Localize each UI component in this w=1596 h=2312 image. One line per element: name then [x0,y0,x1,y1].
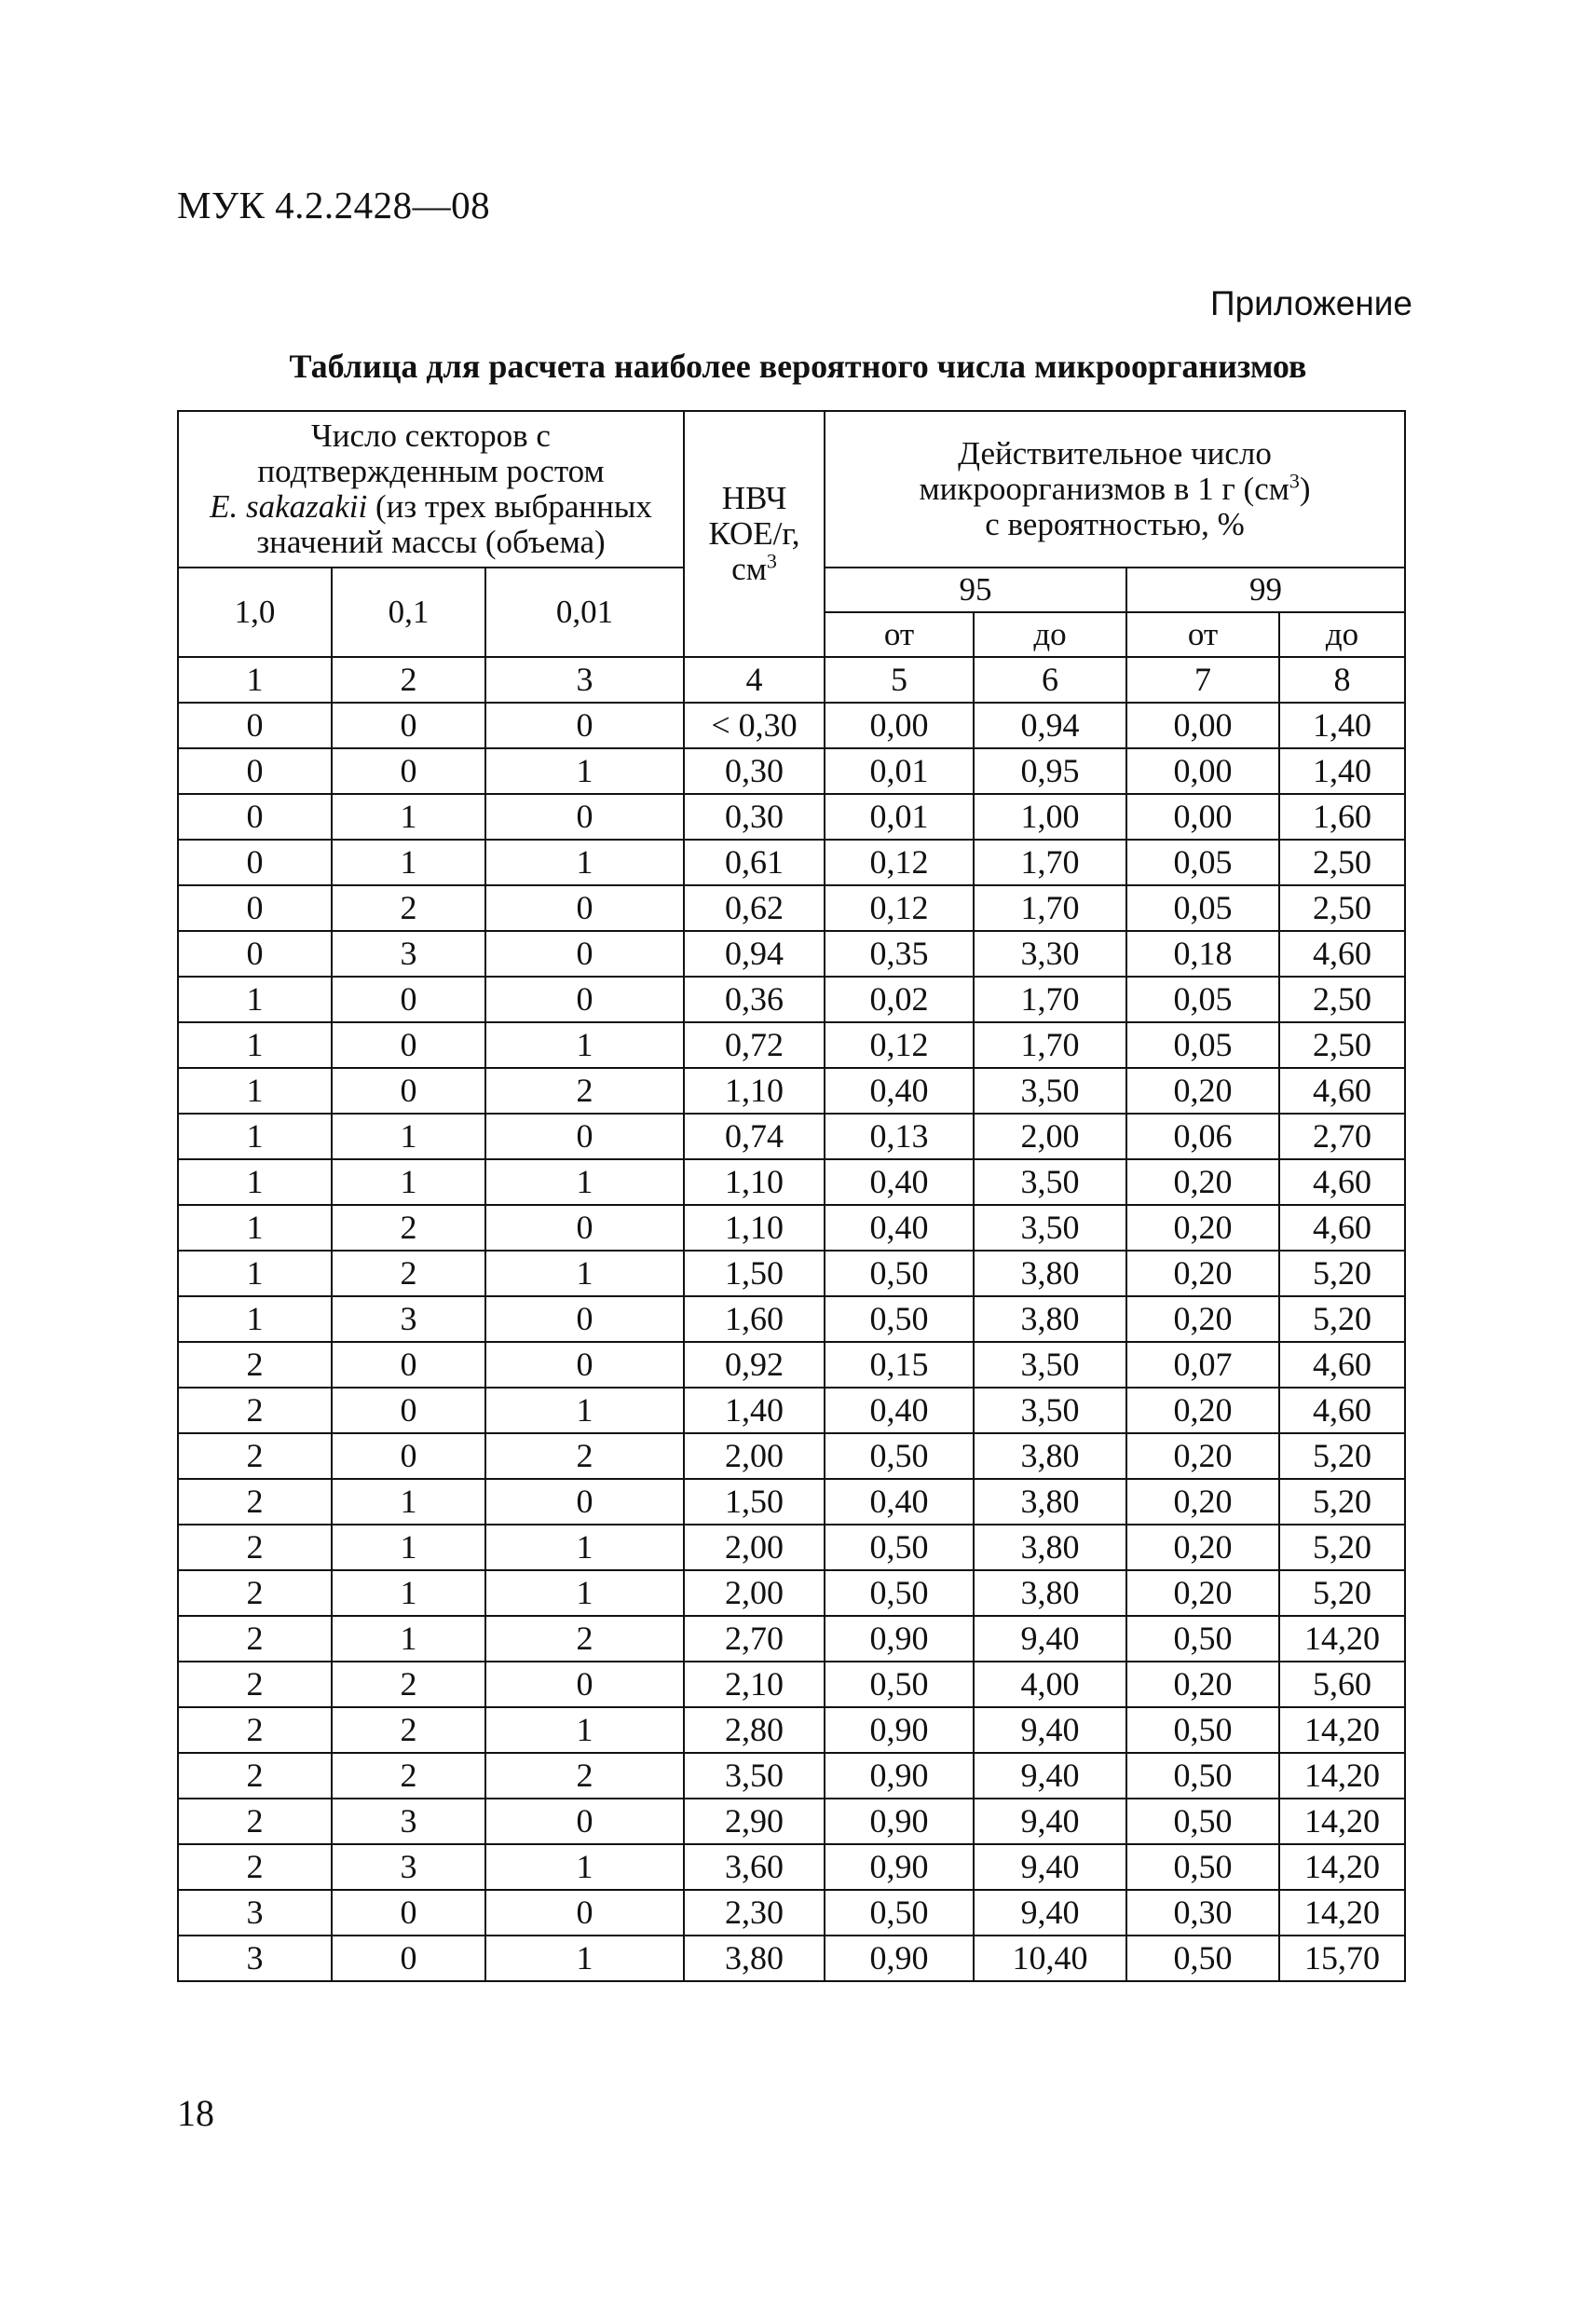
cell-upper-99: 2,70 [1279,1114,1405,1159]
cell-upper-95: 3,50 [974,1068,1126,1114]
cell-mpn-value: 1,50 [684,1479,825,1525]
probability-99: 99 [1126,568,1405,612]
cell-sectors-0-01: 1 [485,840,684,885]
cell-mpn-value: 0,30 [684,794,825,840]
cell-upper-99: 1,40 [1279,703,1405,748]
cell-sectors-1-0: 2 [178,1525,332,1570]
cell-lower-95: 0,00 [825,703,974,748]
cell-sectors-1-0: 1 [178,1068,332,1114]
table-row [178,931,1405,977]
cell-upper-99: 14,20 [1279,1616,1405,1662]
cell-upper-99: 1,40 [1279,748,1405,794]
cell-lower-95: 0,15 [825,1342,974,1388]
cell-mpn-value: 1,50 [684,1251,825,1296]
cell-upper-95: 3,50 [974,1388,1126,1433]
cell-sectors-1-0: 2 [178,1388,332,1433]
cell-sectors-0-01: 0 [485,885,684,931]
cell-sectors-0-01: 1 [485,1159,684,1205]
cell-upper-95: 1,70 [974,885,1126,931]
cell-lower-99: 0,00 [1126,703,1279,748]
cell-lower-99: 0,20 [1126,1570,1279,1616]
cell-lower-95: 0,02 [825,977,974,1022]
cell-sectors-0-01: 0 [485,794,684,840]
cell-sectors-0-1: 0 [332,977,485,1022]
table-body [178,657,1405,1981]
cell-lower-95: 0,90 [825,1707,974,1753]
cell-upper-95: 3,80 [974,1433,1126,1479]
cell-sectors-0-01: 1 [485,1570,684,1616]
cell-mpn-value: 1,10 [684,1068,825,1114]
cell-sectors-0-01: 0 [485,703,684,748]
actual-header-superscript: 3 [1289,469,1300,493]
cell-mpn-value: 1,10 [684,1205,825,1251]
appendix-label: Приложение [1209,284,1412,322]
cell-sectors-0-1: 1 [332,1616,485,1662]
cell-lower-95: 0,90 [825,1799,974,1844]
mass-value-1-0: 1,0 [178,568,332,657]
cell-sectors-0-01: 0 [485,1890,684,1936]
cell-lower-99: 0,20 [1126,1525,1279,1570]
cell-lower-95: 0,12 [825,1022,974,1068]
cell-sectors-0-1: 1 [332,1570,485,1616]
cell-lower-95: 0,12 [825,840,974,885]
cell-upper-99: 15,70 [1279,1936,1405,1981]
cell-lower-99: 0,20 [1126,1388,1279,1433]
cell-mpn-value: 0,30 [684,748,825,794]
cell-sectors-0-1: 1 [332,1479,485,1525]
cell-upper-99: 2,50 [1279,977,1405,1022]
table-row [178,1251,1405,1296]
mpn-header-line2: КОЕ/г, [708,515,800,553]
cell-sectors-1-0: 0 [178,748,332,794]
cell-lower-99: 0,30 [1126,1890,1279,1936]
cell-mpn-value: 3,80 [684,1936,825,1981]
cell-upper-95: 3,80 [974,1479,1126,1525]
table-row [178,1433,1405,1479]
cell-mpn-value: 2,30 [684,1890,825,1936]
cell-lower-95: 0,40 [825,1159,974,1205]
cell-sectors-0-01: 0 [485,1342,684,1388]
cell-mpn-value: 0,74 [684,1114,825,1159]
cell-sectors-1-0: 1 [178,1114,332,1159]
cell-sectors-0-01: 1 [485,1844,684,1890]
cell-upper-95: 2,00 [974,1114,1126,1159]
cell-upper-95: 1,70 [974,1022,1126,1068]
cell-sectors-1-0: 1 [178,1251,332,1296]
cell-sectors-0-01: 0 [485,931,684,977]
cell-sectors-0-1: 0 [332,703,485,748]
table-row [178,1388,1405,1433]
cell-mpn-value: 0,92 [684,1342,825,1388]
column-number: 7 [1126,657,1279,703]
cell-lower-95: 0,90 [825,1616,974,1662]
table-header [178,411,1405,657]
cell-sectors-0-1: 0 [332,1433,485,1479]
column-number: 5 [825,657,974,703]
cell-upper-95: 3,80 [974,1251,1126,1296]
cell-upper-99: 14,20 [1279,1707,1405,1753]
cell-lower-99: 0,07 [1126,1342,1279,1388]
cell-lower-99: 0,50 [1126,1799,1279,1844]
cell-upper-95: 3,80 [974,1525,1126,1570]
cell-mpn-value: 1,10 [684,1159,825,1205]
column-number: 4 [684,657,825,703]
cell-lower-99: 0,20 [1126,1205,1279,1251]
cell-sectors-1-0: 1 [178,977,332,1022]
table-row [178,1616,1405,1662]
cell-lower-95: 0,50 [825,1525,974,1570]
table-row [178,748,1405,794]
actual-header-line2-end: ) [1299,471,1311,508]
cell-upper-95: 3,50 [974,1159,1126,1205]
cell-upper-99: 5,20 [1279,1570,1405,1616]
cell-lower-99: 0,50 [1126,1707,1279,1753]
cell-sectors-0-01: 0 [485,1114,684,1159]
table-row [178,1844,1405,1890]
cell-lower-99: 0,05 [1126,885,1279,931]
cell-upper-95: 9,40 [974,1890,1126,1936]
cell-sectors-0-1: 2 [332,1662,485,1707]
cell-sectors-0-1: 2 [332,1251,485,1296]
table-row [178,794,1405,840]
column-number: 3 [485,657,684,703]
cell-sectors-0-1: 0 [332,1936,485,1981]
cell-lower-99: 0,50 [1126,1844,1279,1890]
table-row [178,1479,1405,1525]
cell-mpn-value: 0,61 [684,840,825,885]
cell-sectors-0-1: 0 [332,1388,485,1433]
table-row [178,1296,1405,1342]
mpn-table [177,410,1406,1982]
cell-lower-99: 0,05 [1126,840,1279,885]
cell-sectors-0-1: 3 [332,1799,485,1844]
mass-value-0-01: 0,01 [485,568,684,657]
range-from-99: от [1126,612,1279,657]
table-row [178,1525,1405,1570]
cell-upper-95: 1,70 [974,977,1126,1022]
table-title: Таблица для расчета наиболее вероятного числа микроорганизмов [289,348,1307,385]
cell-sectors-0-1: 2 [332,1205,485,1251]
mass-value-0-1: 0,1 [332,568,485,657]
page-number: 18 [177,2092,214,2134]
cell-sectors-0-1: 0 [332,1022,485,1068]
cell-lower-99: 0,20 [1126,1479,1279,1525]
mpn-header-line1: НВЧ [721,480,787,517]
cell-lower-99: 0,20 [1126,1068,1279,1114]
cell-mpn-value: 0,62 [684,885,825,931]
cell-upper-99: 4,60 [1279,1342,1405,1388]
cell-sectors-0-1: 1 [332,794,485,840]
cell-lower-99: 0,00 [1126,748,1279,794]
cell-lower-99: 0,50 [1126,1936,1279,1981]
cell-sectors-1-0: 2 [178,1433,332,1479]
cell-lower-99: 0,50 [1126,1616,1279,1662]
cell-sectors-1-0: 1 [178,1296,332,1342]
mpn-header-line3: см [731,550,767,587]
cell-lower-99: 0,20 [1126,1433,1279,1479]
cell-lower-99: 0,20 [1126,1296,1279,1342]
table-row [178,1570,1405,1616]
cell-sectors-0-01: 0 [485,1662,684,1707]
cell-sectors-0-01: 1 [485,1251,684,1296]
actual-header-line2: микроорганизмов в 1 г (см [919,471,1289,508]
cell-upper-99: 4,60 [1279,1388,1405,1433]
column-number: 8 [1279,657,1405,703]
table-row [178,1799,1405,1844]
column-number-row [178,657,1405,703]
sectors-header-line4: значений массы (объема) [256,523,606,560]
cell-sectors-0-01: 1 [485,1022,684,1068]
cell-sectors-1-0: 3 [178,1890,332,1936]
cell-sectors-0-01: 0 [485,1479,684,1525]
cell-sectors-1-0: 2 [178,1662,332,1707]
cell-lower-95: 0,50 [825,1251,974,1296]
cell-lower-95: 0,50 [825,1570,974,1616]
range-from-95: от [825,612,974,657]
cell-sectors-1-0: 2 [178,1616,332,1662]
cell-sectors-1-0: 1 [178,1159,332,1205]
organism-name: E. sakazakii [210,488,368,525]
cell-sectors-1-0: 2 [178,1342,332,1388]
cell-lower-95: 0,90 [825,1936,974,1981]
cell-upper-95: 1,70 [974,840,1126,885]
cell-sectors-0-01: 1 [485,1388,684,1433]
cell-sectors-0-1: 2 [332,885,485,931]
table-row [178,1205,1405,1251]
cell-lower-95: 0,50 [825,1296,974,1342]
cell-sectors-0-1: 1 [332,840,485,885]
table-row [178,1662,1405,1707]
cell-mpn-value: 1,40 [684,1388,825,1433]
cell-sectors-0-1: 0 [332,1068,485,1114]
cell-sectors-1-0: 2 [178,1707,332,1753]
cell-upper-99: 5,20 [1279,1479,1405,1525]
cell-lower-95: 0,01 [825,748,974,794]
cell-upper-99: 5,20 [1279,1525,1405,1570]
cell-sectors-0-01: 0 [485,1296,684,1342]
cell-lower-95: 0,12 [825,885,974,931]
cell-mpn-value: 2,10 [684,1662,825,1707]
cell-lower-99: 0,00 [1126,794,1279,840]
cell-upper-95: 3,30 [974,931,1126,977]
cell-lower-99: 0,20 [1126,1662,1279,1707]
actual-count-header [825,411,1405,568]
column-number: 2 [332,657,485,703]
cell-lower-99: 0,50 [1126,1753,1279,1799]
cell-sectors-1-0: 1 [178,1205,332,1251]
cell-upper-95: 1,00 [974,794,1126,840]
cell-upper-99: 14,20 [1279,1799,1405,1844]
cell-lower-99: 0,06 [1126,1114,1279,1159]
cell-lower-95: 0,40 [825,1068,974,1114]
sectors-header [178,411,684,568]
cell-lower-95: 0,40 [825,1479,974,1525]
actual-header-line1: Действительное число [958,435,1272,472]
table-row [178,703,1405,748]
table-row [178,1022,1405,1068]
mpn-header-superscript: 3 [766,549,777,573]
cell-upper-99: 2,50 [1279,1022,1405,1068]
cell-upper-99: 4,60 [1279,1068,1405,1114]
cell-sectors-0-1: 1 [332,1159,485,1205]
cell-mpn-value: 0,72 [684,1022,825,1068]
cell-sectors-1-0: 2 [178,1844,332,1890]
table-row [178,885,1405,931]
cell-mpn-value: 2,70 [684,1616,825,1662]
column-number: 1 [178,657,332,703]
cell-sectors-0-01: 1 [485,1936,684,1981]
document-code: МУК 4.2.2428—08 [177,184,491,226]
cell-sectors-0-01: 2 [485,1616,684,1662]
mpn-header [684,411,825,657]
table-row [178,840,1405,885]
table-row [178,1753,1405,1799]
cell-lower-99: 0,20 [1126,1251,1279,1296]
cell-mpn-value: 2,90 [684,1799,825,1844]
table-row [178,1068,1405,1114]
sectors-header-line1: Число секторов с [311,417,551,455]
cell-upper-99: 5,60 [1279,1662,1405,1707]
cell-lower-95: 0,90 [825,1753,974,1799]
cell-upper-95: 9,40 [974,1753,1126,1799]
cell-sectors-0-01: 2 [485,1753,684,1799]
cell-sectors-1-0: 1 [178,1022,332,1068]
cell-upper-95: 0,94 [974,703,1126,748]
cell-upper-99: 1,60 [1279,794,1405,840]
cell-sectors-1-0: 0 [178,794,332,840]
cell-sectors-0-1: 2 [332,1707,485,1753]
cell-upper-95: 3,50 [974,1342,1126,1388]
cell-sectors-1-0: 2 [178,1479,332,1525]
cell-upper-95: 9,40 [974,1707,1126,1753]
cell-upper-99: 4,60 [1279,1205,1405,1251]
cell-upper-99: 4,60 [1279,931,1405,977]
cell-lower-99: 0,20 [1126,1159,1279,1205]
table-row [178,1936,1405,1981]
cell-lower-99: 0,18 [1126,931,1279,977]
cell-sectors-0-01: 2 [485,1068,684,1114]
cell-mpn-value: < 0,30 [684,703,825,748]
table-row [178,1114,1405,1159]
cell-sectors-0-01: 0 [485,1205,684,1251]
cell-mpn-value: 1,60 [684,1296,825,1342]
table-row [178,1707,1405,1753]
column-number: 6 [974,657,1126,703]
cell-sectors-0-1: 3 [332,931,485,977]
cell-mpn-value: 2,00 [684,1525,825,1570]
cell-lower-99: 0,05 [1126,1022,1279,1068]
sectors-header-line2: подтвержденным ростом [257,453,605,490]
cell-lower-95: 0,01 [825,794,974,840]
cell-sectors-0-01: 1 [485,1525,684,1570]
cell-sectors-0-1: 1 [332,1525,485,1570]
range-to-99: до [1279,612,1405,657]
cell-upper-99: 5,20 [1279,1251,1405,1296]
cell-upper-95: 4,00 [974,1662,1126,1707]
cell-sectors-1-0: 2 [178,1799,332,1844]
cell-upper-99: 2,50 [1279,885,1405,931]
cell-lower-95: 0,13 [825,1114,974,1159]
cell-upper-95: 3,80 [974,1296,1126,1342]
cell-mpn-value: 0,94 [684,931,825,977]
cell-mpn-value: 2,00 [684,1433,825,1479]
cell-sectors-1-0: 0 [178,885,332,931]
sectors-header-line3: (из трех выбранных [367,488,652,525]
cell-upper-99: 14,20 [1279,1753,1405,1799]
cell-upper-95: 10,40 [974,1936,1126,1981]
cell-sectors-0-01: 1 [485,1707,684,1753]
cell-sectors-0-01: 0 [485,977,684,1022]
cell-sectors-1-0: 0 [178,703,332,748]
cell-sectors-1-0: 0 [178,840,332,885]
cell-mpn-value: 3,50 [684,1753,825,1799]
cell-lower-95: 0,40 [825,1205,974,1251]
cell-upper-99: 14,20 [1279,1844,1405,1890]
cell-upper-95: 3,80 [974,1570,1126,1616]
cell-sectors-0-1: 3 [332,1844,485,1890]
cell-upper-95: 0,95 [974,748,1126,794]
cell-upper-99: 2,50 [1279,840,1405,885]
cell-upper-95: 9,40 [974,1799,1126,1844]
table-row [178,977,1405,1022]
cell-lower-95: 0,50 [825,1890,974,1936]
table-row [178,1159,1405,1205]
cell-sectors-0-1: 0 [332,1342,485,1388]
cell-lower-95: 0,50 [825,1433,974,1479]
range-to-95: до [974,612,1126,657]
cell-lower-95: 0,40 [825,1388,974,1433]
cell-sectors-0-01: 1 [485,748,684,794]
cell-upper-99: 5,20 [1279,1296,1405,1342]
cell-lower-99: 0,05 [1126,977,1279,1022]
cell-upper-99: 14,20 [1279,1890,1405,1936]
cell-sectors-0-1: 3 [332,1296,485,1342]
cell-mpn-value: 0,36 [684,977,825,1022]
cell-mpn-value: 2,00 [684,1570,825,1616]
cell-upper-95: 9,40 [974,1844,1126,1890]
table-row [178,1342,1405,1388]
cell-lower-95: 0,90 [825,1844,974,1890]
cell-upper-99: 5,20 [1279,1433,1405,1479]
cell-mpn-value: 3,60 [684,1844,825,1890]
cell-lower-95: 0,35 [825,931,974,977]
cell-sectors-0-01: 0 [485,1799,684,1844]
cell-sectors-1-0: 2 [178,1570,332,1616]
actual-header-line3: с вероятностью, % [985,505,1245,542]
cell-upper-99: 4,60 [1279,1159,1405,1205]
cell-upper-95: 9,40 [974,1616,1126,1662]
table-row [178,1890,1405,1936]
cell-mpn-value: 2,80 [684,1707,825,1753]
cell-upper-95: 3,50 [974,1205,1126,1251]
probability-95: 95 [825,568,1126,612]
cell-sectors-1-0: 2 [178,1753,332,1799]
cell-sectors-1-0: 0 [178,931,332,977]
cell-sectors-0-1: 1 [332,1114,485,1159]
cell-sectors-0-1: 2 [332,1753,485,1799]
cell-lower-95: 0,50 [825,1662,974,1707]
cell-sectors-0-01: 2 [485,1433,684,1479]
cell-sectors-0-1: 0 [332,748,485,794]
cell-sectors-0-1: 0 [332,1890,485,1936]
cell-sectors-1-0: 3 [178,1936,332,1981]
